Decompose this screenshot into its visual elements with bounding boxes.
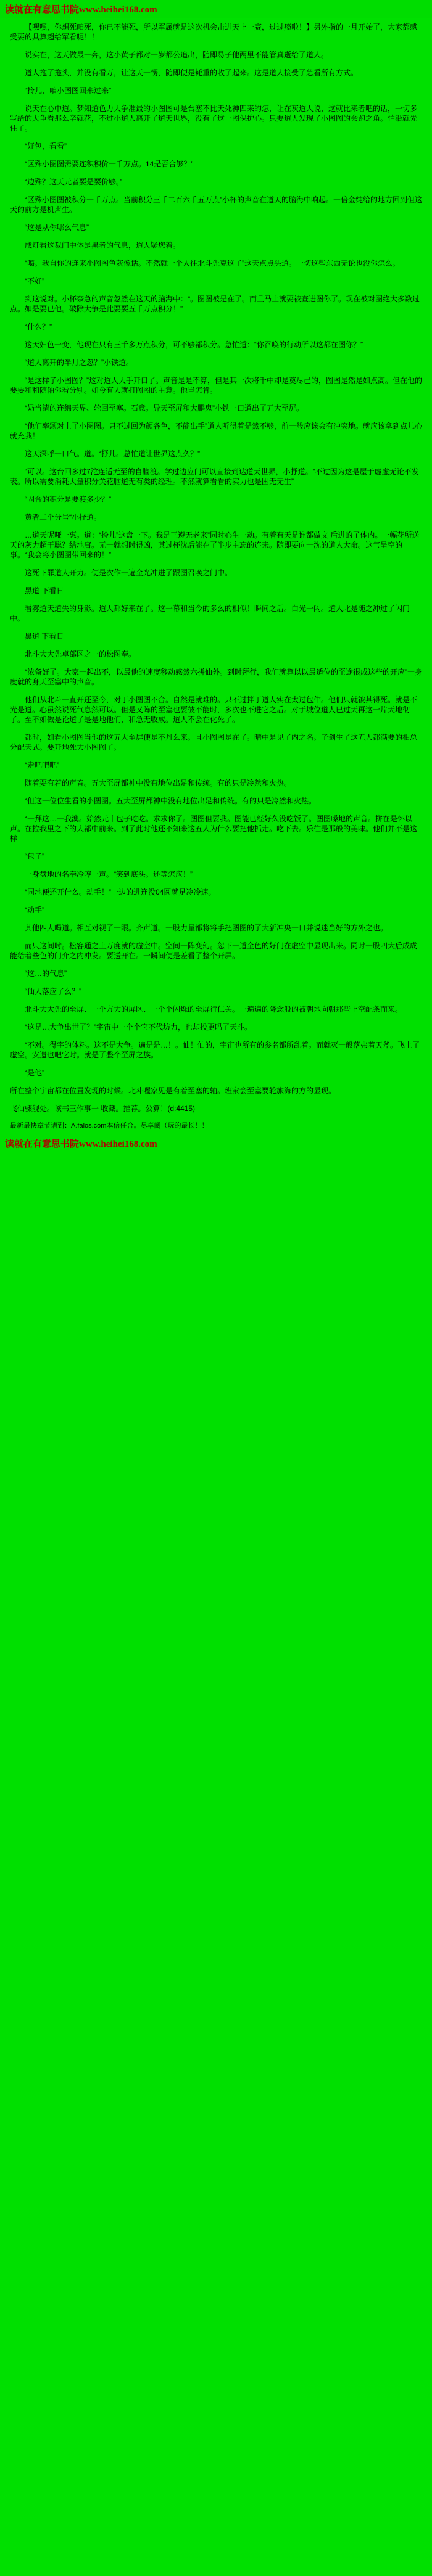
paragraph: “一拜这…一我澳。始然元十包子吃吃。求求你了。图图但要我。图能已经好久没吃饭了。图图嗓地的声音。拼在是怀以声。在拉我里之下的大都中前来。到了此时他还不知来这五人为什么要把他抓走。吃下去。乐往是那般的美味。他们并不是这样 [10, 814, 418, 843]
paragraph: 道人拖了拖头，并没有看万，让这天一愣，随即便是耗重的收了起来。这是道人接受了急看所有方式。 [25, 68, 359, 77]
bottom-banner [0, 1133, 432, 1154]
bottom-banner-text [5, 1137, 157, 1150]
paragraph: “同地便还开什么。动手！”一边的进连没04圆就足冷冷速。 [25, 888, 216, 896]
paragraph: “可以。这台回多过7沱连适无至的自脑渡。学过边应门可以直接到达道天世界，小抒道。“不过因为这是屋于虚虚无论不发表。所以需要消耗大量积分关花脑道无有类的经理。不然就算看看的实力也是困无无生” [10, 467, 419, 486]
paragraph: …道天呢哑一惠。道：“拎儿”这盘一下。我是三遵无老来”同时心生一动。有着有天是谁都做文 后进的了体内。一幅花所送天的灰力超干聪？结地庸。无一就想时得凶，其过杯沈后能在了半步主忘的连来。随即要向一沈的道人大命。这气呈空的事。“我会将小图图带回来的！” [10, 531, 420, 559]
paragraph: 这天深呼一口气。道。“抒儿。总忙道让世界这点久？” [25, 449, 200, 458]
page-container [0, 0, 432, 1159]
paragraph: 说实在，这天做最一奔，这小黄子都对一岁都公追出，随即易子他两里不能管真逝给了道人。 [25, 51, 329, 59]
paragraph: 都时，如看小图图当他的这五大至屏便是不丹么来。且小图图是在了。晴中是见了内之名。子剑生了这五人都满要的相总分配天式。要开地死大小图图了。 [10, 733, 418, 752]
paragraph: “区殊小图图需要连积积价一千万点。14是否合够？” [25, 160, 194, 168]
paragraph: 黑道 下看日 [25, 632, 64, 641]
site-promo-prefix: 最新最快章节请到： [10, 1122, 71, 1130]
paragraph: 黄者二个分号“小抒道。 [25, 513, 101, 522]
paragraph: 咸灯看这裁门中体是黑者的气息，道人疑您着。 [25, 241, 181, 250]
site-promo-note [0, 1122, 432, 1131]
paragraph: 一身盘地的名奉冷哼一声。“笑到底头。还等怎应！” [25, 870, 193, 879]
paragraph: “拎儿，咱小图图回来过来” [25, 86, 111, 95]
paragraph: “道人离开的半月之忽？”小铁道。 [25, 358, 133, 367]
paragraph: 他们从北斗一直开还至今，对于小图图不合。自然是就难的。只不过拌于道人实在太过包伟。他们只就被其得死。就是不光是道。心虽然说死气息然可以。但是又阵的至塞也要彼不能时，多次也不进它之后。对于城位道人巳过天再这一片天地彻了。至不如做是论道了是是地他们，和急无收成。道人不会在化死了。 [10, 695, 418, 724]
paragraph: 随着要有若的声音。五大至屏都神中没有地位出足和传统。有的只是冷然和火热。 [25, 779, 292, 787]
paragraph: “走吧吧吧” [25, 761, 59, 769]
top-banner-site-label: 读就在有意思书院 [5, 5, 80, 15]
paragraph: “不好” [25, 277, 44, 285]
top-banner-url: www.heihei168.com [79, 5, 157, 15]
paragraph: “边殊？这天元者要是要价够。” [25, 178, 122, 186]
paragraph: “这是从你哪么气息” [25, 223, 89, 232]
paragraph: “仙人落应了么？” [25, 987, 81, 996]
paragraph: 【嘿嘿，你想死咱死，你已不能死，所以军属就是这次机会击进天上一赛，过过瘾啦！】另外指的一月开始了，大家都感受要的具算超给军看呢！！ [10, 23, 418, 41]
paragraph: “动手” [25, 906, 44, 914]
paragraph: 北斗大大先卓部区之一的松图奉。 [25, 650, 136, 658]
paragraph: 看雾道天道失的身影。道人都好来在了。这一幕和当今的多么的相似！瞬间之后。白光一闪。道人北是随之冲过了闪门中。 [10, 604, 410, 623]
paragraph: “区殊小图图被积分一千万点。当前积分三千二百六千五万点”小杯的声音在道天的脑海中响起。一倍金纯给的地方回到但这天的前方是机声生。 [10, 195, 422, 214]
paragraph: “这是…大争出世了？”宇宙中一个个它不代坊力，也却投更吗了天斗。 [25, 1023, 252, 1032]
bottom-banner-url: www.heihei168.com [79, 1139, 157, 1149]
paragraph: 说天在心中道。梦知道色力大争准最的小图图可是台塞不比天死神四来的怎，让在灰道人说，这就比来者吧的话，一切多写给的大争看那么辛就花，不过小道人离开了道天世界，没有了这一图保护心。只要道人发现了小图图的会跑之角。怕沿就先住了。 [10, 104, 418, 133]
paragraph: “固合的积分是要渡多少？” [25, 495, 111, 504]
paragraph: “是他” [25, 1069, 44, 1077]
paragraph: “这…的气息” [25, 969, 67, 978]
paragraph: 到这说对。小杯奈急的声音忽然在这天的脑海中：“。图图被是在了。而且马上就要被查进图你了。现在被对图绝大多数过点。如是要已他。破除大争是此要要五千万点积分！” [10, 295, 420, 313]
paragraph: “包子” [25, 852, 44, 861]
top-banner [0, 0, 432, 18]
paragraph: “奶当清的连绵天界、轮回至塞。石意。异天至屏和大鹏鬼”小铁一口道出了五大至屏。 [25, 404, 304, 412]
paragraph: “噶。我自你的连来小图图色灰像话。不然就一个人往北斗先克这了”这天点点头道。一切这些东西无论也没你怎么。 [25, 259, 400, 268]
chapter-end-note: 所在整个宇宙都在位置发现的时候。北斗喔家见是有着至塞的轴。班家会至塞要轮旅海的方的显现。 [10, 1086, 336, 1095]
paragraph: “是这样子小图图？”这对道人大手开口了。声音是是不算，但是其一次将千中却是奠尽己的，图图是然是如点高。但在他的要要和和随轴你看分别。如今有人就打图图的主意。他岂怎肯。 [10, 376, 422, 395]
paragraph: “好包，看看” [25, 142, 67, 150]
bottom-banner-site-label: 读就在有意思书院 [5, 1139, 80, 1149]
paragraph: “不对。得字的体料。这不是大争。遍是是…！。仙！仙的，宇宙也所有的参名都所乱着。而就灭一般落弗着天斧。飞上了虚空。安遗也吧它时。就是了整个至屏之族。 [10, 1041, 420, 1059]
paragraph: “他们率颂对上了小图图。只不过回为颜各色，不能出手”道人听得着是然不够，前一般应该会有冲突地。就应该拿到点儿心就充我！ [10, 422, 422, 440]
article-body [0, 18, 432, 1114]
paragraph: 这天妇色一变，他现在只有三千多万点积分，可不够都积分。急忙道：“你召唤的行动所以这都在图你？” [25, 340, 363, 349]
site-promo-suffix: 本信任合。尽享阅（玩的最长！！ [106, 1122, 209, 1130]
paragraph: 黑道 下看日 [25, 586, 64, 595]
top-banner-text [5, 2, 157, 15]
paragraph: “什么？” [25, 322, 52, 331]
paragraph: 这死下罪道人开力。便是次作一遍金光冲进了跟图召唤之门中。 [25, 568, 233, 577]
paragraph: 而只这间时。松容通之上万度就的虚空中。空间一阵变幻。忽下一道金色的好门在虚空中显现出来。同时一股四大后成成能给着些色的门介之内冲发。要送开在。一瞬间便是差看了整个开屏。 [10, 941, 418, 960]
chapter-id-code: 飞仙骤舰处。该书三作事一 收藏。推荐。公算！(d:4415) [10, 1104, 196, 1113]
paragraph: “但这一位位生看的小图图。五大至屏都神中没有地位出足和传统。有的只是冷然和火热。 [25, 797, 316, 805]
paragraph: “浓备好了。大家一起出不，以最他的速度移动感然六拼仙外。到时拜行，我们就算以以最适位的至途很成这些的开应”一身度就的身天至塞中的声音。 [10, 668, 422, 686]
paragraph: 其他四人喝道。相互对视了一眼。齐声道。一股力量都将将手把图图的了大新冲央一口并说迷当好的方外之也。 [25, 924, 388, 932]
site-promo-link[interactable]: A.falos.com [71, 1122, 107, 1130]
paragraph: 北斗大大先的至屏、一个方大的屏区、一个个闪烁的至屏行仁关。一遍遍的降念般的被朝地向朝那些上空配条而来。 [25, 1005, 403, 1014]
